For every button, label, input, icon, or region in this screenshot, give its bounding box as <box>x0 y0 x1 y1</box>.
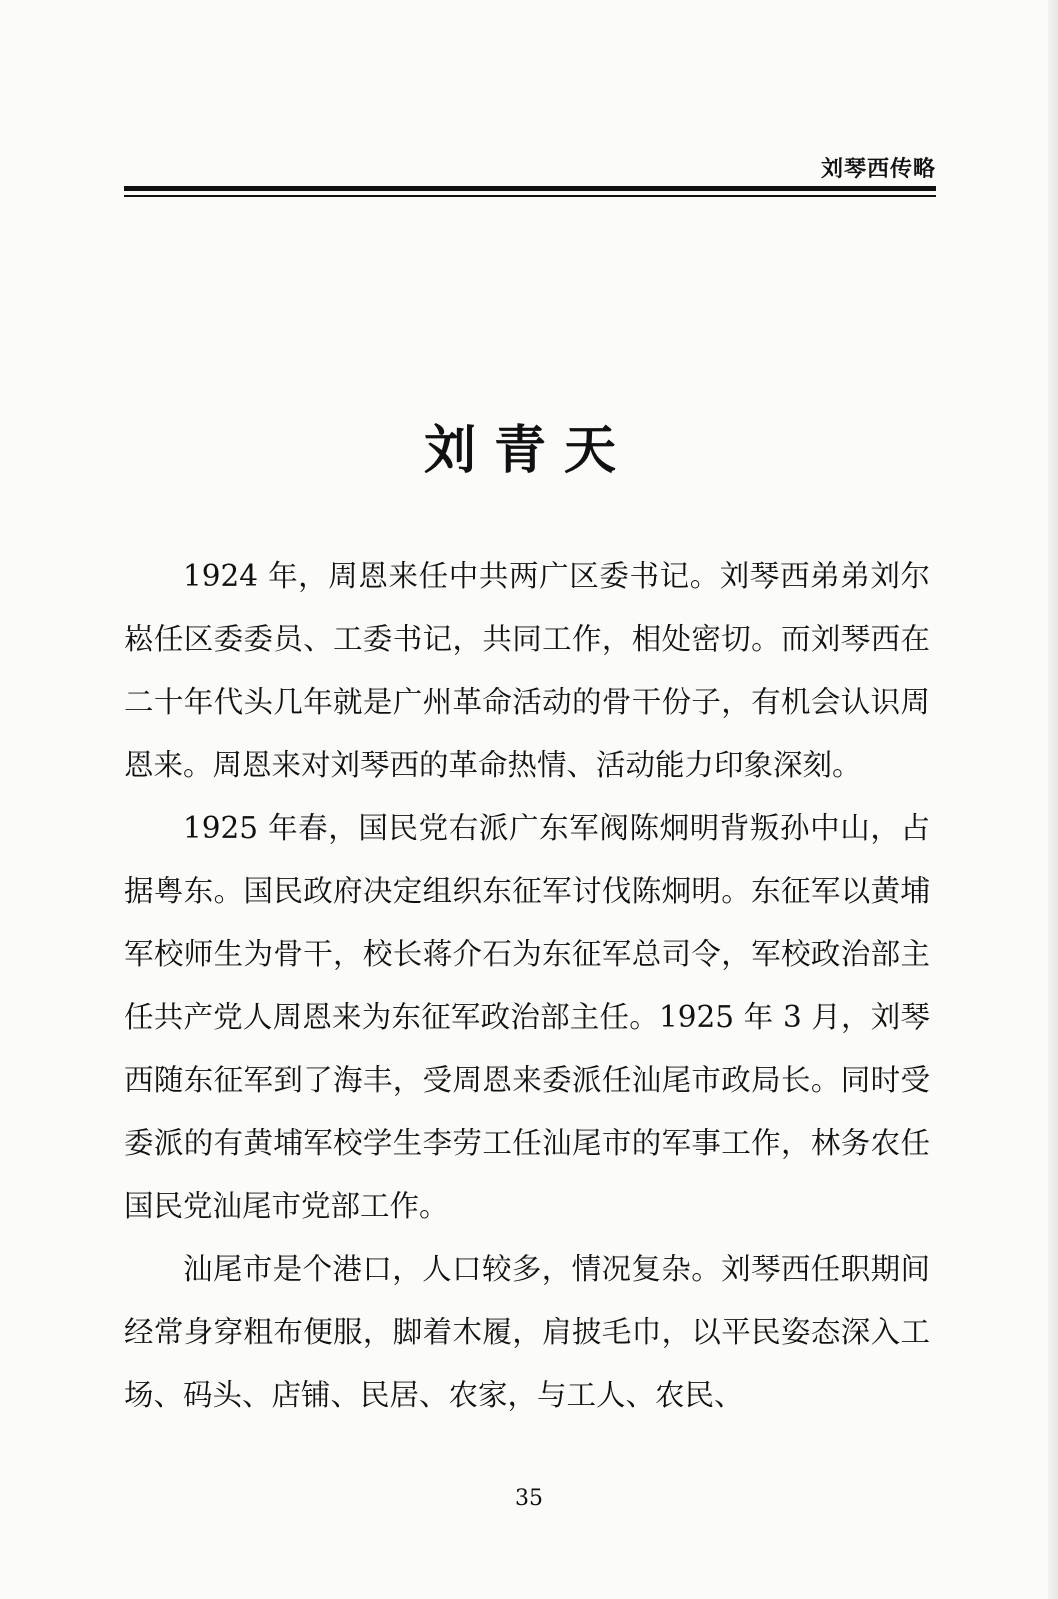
header-rule-thin <box>124 195 936 197</box>
paragraph-3: 汕尾市是个港口，人口较多，情况复杂。刘琴西任职期间经常身穿粗布便服，脚着木履，肩披毛巾，以平民姿态深入工场、码头、店铺、民居、农家，与工人、农民、 <box>124 1252 930 1412</box>
paragraph-1: 1924 年，周恩来任中共两广区委书记。刘琴西弟弟刘尔崧任区委委员、工委书记，共同工作，相处密切。而刘琴西在二十年代头几年就是广州革命活动的骨干份子，有机会认识周恩来。周恩来对刘琴西的革命热情、活动能力印象深刻。 <box>124 559 930 782</box>
chapter-title: 刘青天 <box>423 420 634 481</box>
page-number: 35 <box>515 1486 543 1511</box>
page-edge <box>1048 0 1058 1599</box>
running-head: 刘琴西传略 <box>820 157 936 182</box>
body-text <box>124 545 930 1427</box>
header-rule-thick <box>124 186 936 191</box>
paragraph-2: 1925 年春，国民党右派广东军阀陈炯明背叛孙中山，占据粤东。国民政府决定组织东征军讨伐陈炯明。东征军以黄埔军校师生为骨干，校长蒋介石为东征军总司令，军校政治部主任共产党人周恩来为东征军政治部主任。1925 年 3 月，刘琴西随东征军到了海丰，受周恩来委派任汕尾市政局长。同时受委派的有黄埔军校学生李劳工任汕尾市的军事工作，林务农任国民党汕尾市党部工作。 <box>124 811 930 1223</box>
